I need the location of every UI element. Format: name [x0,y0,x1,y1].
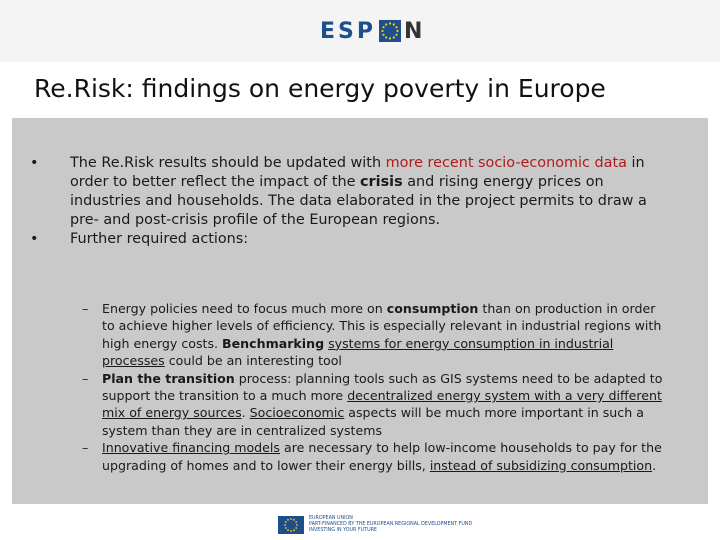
sub-bullet-text: . [241,405,250,421]
sub-bullet-text: aspects will be much more important in such a system than they are in centralized systems [102,405,644,438]
sub-bullet-text: process: planning tools such as GIS systems need to be adapted to support the transition to a much more [102,370,663,404]
logo-text-left: ESP [320,18,376,44]
sub-bullet-marker: – [82,301,89,316]
sub-bullet-marker: – [82,370,89,386]
eu-line: INVESTING IN YOUR FUTURE [309,528,377,533]
sub-bullet-item [82,439,672,474]
underlined-text: Innovative financing models [102,440,280,456]
bullet-text: The Re.Risk results should be updated with [70,155,386,171]
sub-bullet-text: Energy policies need to focus much more on [102,301,387,316]
bullet-text: and rising energy prices on industries and households. The data elaborated in the project permits to draw a pre- and post-crisis profile of the European regions. [70,174,647,228]
bullet-item [30,230,670,249]
bullet-text: in order to better reflect the impact of the [70,155,645,190]
eu-flag-icon [278,516,304,534]
sub-bullet-item [82,300,672,370]
eu-line: PART-FINANCED BY THE EUROPEAN REGIONAL DEVELOPMENT FUND [309,522,473,527]
sub-bullet-text: . [652,457,657,473]
underlined-text: decentralized energy system with a very different mix of energy sources [102,388,662,421]
eu-funding-text [309,516,509,534]
bold-text: consumption [386,301,479,316]
sub-bullet-marker: – [82,440,89,456]
underlined-text: Socioeconomic [249,405,345,421]
slide-title: Re.Risk: findings on energy poverty in Europe [34,74,606,103]
sub-bullet-text: than on production in order to achieve higher levels of efficiency. This is especially relevant in industrial regions with high energy costs. [102,301,662,351]
logo-text-right: N [404,18,426,44]
bullet-marker: • [30,155,39,171]
underlined-text: systems for energy consumption in industrial processes [102,335,614,369]
bullet-marker: • [30,231,39,247]
sub-bullet-text: are necessary to help low-income households to pay for the upgrading of homes and to lower their energy bills, [102,440,662,473]
sub-bullet-text: could be an interesting tool [164,353,342,369]
sub-bullet-item [82,370,672,440]
espon-logo [320,15,425,47]
bullet-item [30,154,670,230]
bold-text: crisis [360,174,403,190]
main-bullet-list [30,154,670,249]
eu-stars-o-icon [379,20,401,42]
bold-text: Plan the transition [102,370,235,386]
highlight-text: more recent socio-economic data [385,155,627,171]
sub-bullet-list [82,300,672,474]
eu-line: EUROPEAN UNION [309,516,353,521]
bullet-text: Further required actions: [70,231,249,247]
underlined-text: instead of subsidizing consumption [429,457,653,473]
bold-text: Benchmarking [222,335,325,351]
